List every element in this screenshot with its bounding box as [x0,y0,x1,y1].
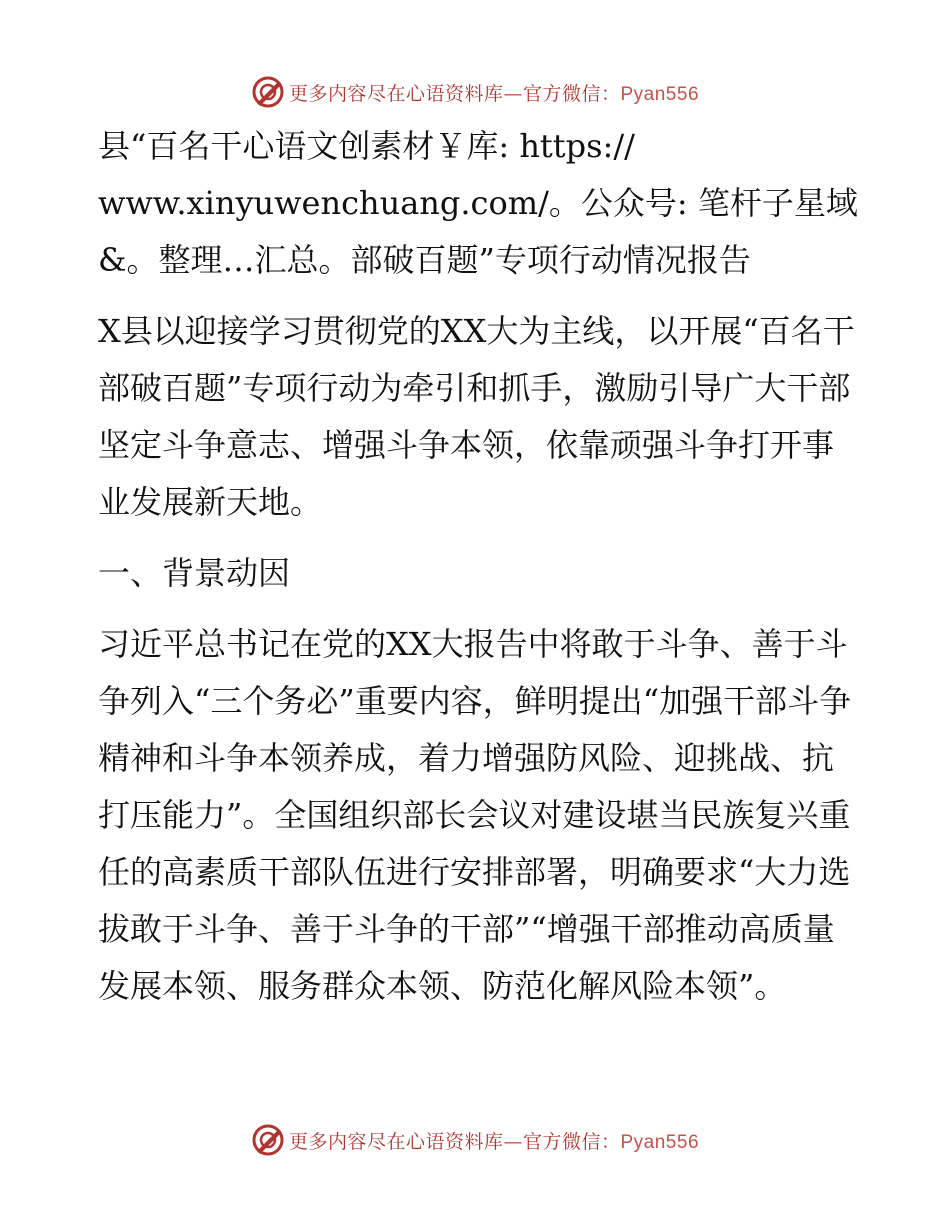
document-body [98,118,858,1029]
section-heading-background: 一、背景动因 [98,554,291,592]
document-title [98,118,858,289]
title-line-2: www.xinyuwenchuang.com/。公众号: 笔杆子星域 [98,184,858,222]
red-circle-pen-logo-icon [251,1123,285,1157]
background-paragraph: 习近平总书记在党的XX大报告中将敢于斗争、善于斗争列入“三个务必”重要内容，鲜明提出“加强干部斗争精神和斗争本领养成，着力增强防风险、迎挑战、抗打压能力”。全国组织部长会议对建设堪当民族复兴重任的高素质干部队伍进行安排部署，明确要求“大力选拔敢于斗争、善于斗争的干部”“增强干部推动高质量发展本领、服务群众本领、防范化解风险本领”。 [98,625,852,1005]
banner-text: 更多内容尽在心语资料库—官方微信：Pyan556 [288,82,700,105]
red-circle-pen-logo-icon [251,75,285,109]
title-line-3: &。整理…汇总。部破百题”专项行动情况报告 [98,241,751,279]
footer-watermark-banner [0,1120,950,1160]
intro-paragraph: X县以迎接学习贯彻党的XX大为主线，以开展“百名干部破百题”专项行动为牵引和抓手，激励引导广大干部坚定斗争意志、增强斗争本领，依靠顽强斗争打开事业发展新天地。 [98,312,855,521]
title-line-1: 县“百名干心语文创素材￥库: https:// [98,127,635,165]
header-watermark-banner [0,72,950,112]
banner-text: 更多内容尽在心语资料库—官方微信：Pyan556 [288,1130,700,1153]
